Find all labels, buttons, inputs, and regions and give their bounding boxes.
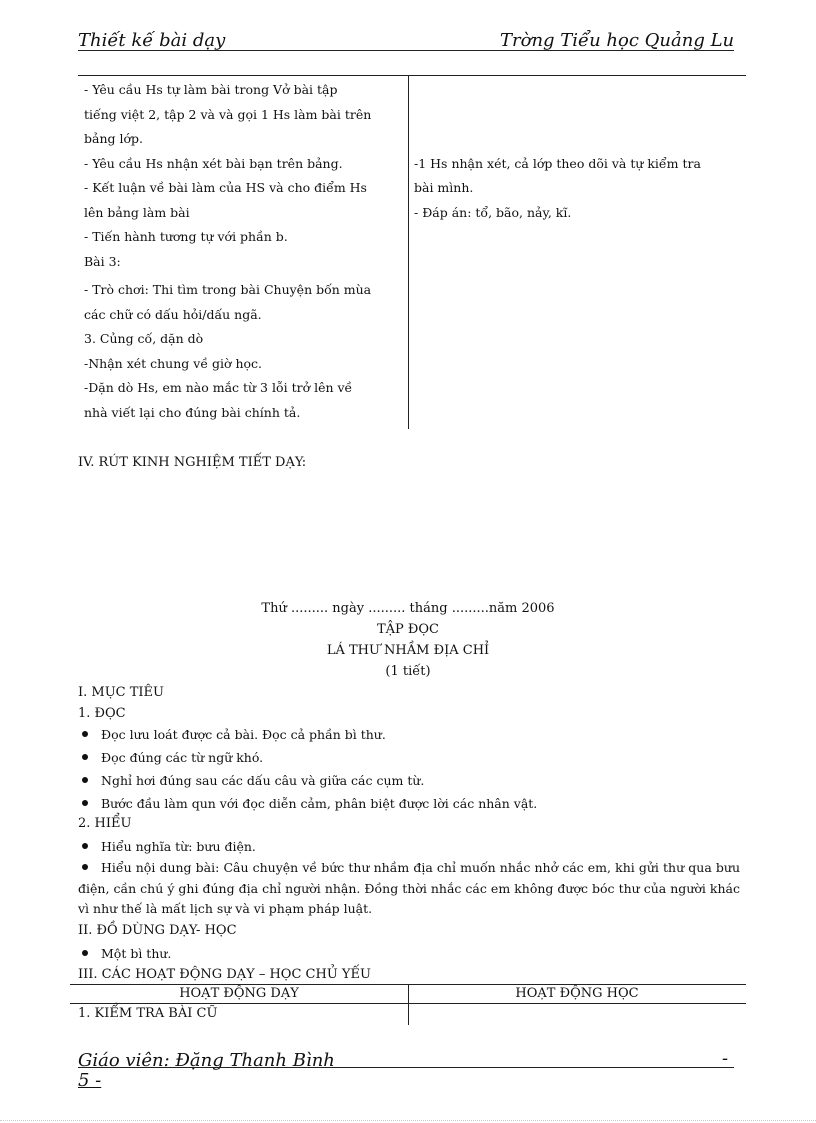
page-bottom-border xyxy=(0,1120,816,1121)
table-cell-line: - Đáp án: tổ, bão, nảy, kĩ. xyxy=(414,204,572,220)
bullet-icon xyxy=(82,754,88,760)
column-header-teaching: HOẠT ĐỘNG DẠY xyxy=(179,986,299,1001)
table-cell-line: -Dặn dò Hs, em nào mắc từ 3 lỗi trở lên về xyxy=(84,380,353,395)
lesson-subject: TẬP ĐỌC xyxy=(376,622,440,637)
understanding-heading: 2. HIỂU xyxy=(78,816,132,831)
section-experience-heading: IV. RÚT KINH NGHIỆM TIẾT DẠY: xyxy=(78,455,307,470)
bullet-icon xyxy=(82,950,88,956)
table-cell-line: Bài 3: xyxy=(84,253,121,269)
table-cell-line: - Kết luận về bài làm của HS và cho điểm Hs xyxy=(84,180,367,195)
footer-rule xyxy=(78,1067,734,1068)
activities-first-row: 1. KIỂM TRA BÀI CŨ xyxy=(78,1006,218,1021)
header-rule xyxy=(78,50,734,51)
materials-heading: II. ĐỒ DÙNG DẠY- HỌC xyxy=(78,923,237,938)
activities-heading: III. CÁC HOẠT ĐỘNG DẠY – HỌC CHỦ YẾU xyxy=(78,967,371,982)
column-header-learning: HOẠT ĐỘNG HỌC xyxy=(515,986,639,1001)
table-cell-line: tiếng việt 2, tập 2 và và gọi 1 Hs làm bài trên xyxy=(84,106,372,122)
table-column-divider xyxy=(408,75,409,429)
objectives-heading: I. MỤC TIÊU xyxy=(78,685,164,700)
bullet-icon xyxy=(82,731,88,737)
list-item: Một bì thư. xyxy=(82,942,171,965)
bullet-icon xyxy=(82,800,88,806)
table-cell-line: các chữ có dấu hỏi/dấu ngã. xyxy=(84,306,262,322)
bullet-icon xyxy=(82,777,88,783)
bullet-icon xyxy=(82,864,88,870)
table-cell-line: - Trò chơi: Thi tìm trong bài Chuyện bốn mùa xyxy=(84,282,372,297)
list-item: Bước đầu làm qun với đọc diễn cảm, phân biệt được lời các nhân vật. xyxy=(82,792,537,815)
table-cell-line: nhà viết lại cho đúng bài chính tả. xyxy=(84,404,301,420)
table-cell-line: - Yêu cầu Hs nhận xét bài bạn trên bảng. xyxy=(84,155,343,171)
list-item: Đọc đúng các từ ngữ khó. xyxy=(82,746,263,769)
table-cell-line: 3. Củng cố, dặn dò xyxy=(84,331,204,346)
lesson-title: LÁ THƯ NHẦM ĐỊA CHỈ xyxy=(326,643,490,658)
footer-page-number: 5 - xyxy=(78,1070,102,1091)
footer-teacher: Giáo viên: Đặng Thanh Bình xyxy=(78,1050,335,1071)
table-top-border xyxy=(78,75,746,76)
table-cell-line: -Nhận xét chung về giờ học. xyxy=(84,355,263,371)
header-right: Trờng Tiểu học Quảng Lu xyxy=(500,30,735,51)
table-cell-line: bài mình. xyxy=(414,180,474,195)
table-cell-line: - Yêu cầu Hs tự làm bài trong Vở bài tập xyxy=(84,82,338,97)
lesson-date-line: Thứ ......... ngày ......... tháng .........năm 2006 xyxy=(261,601,555,616)
table-cell-line: - Tiến hành tương tự với phần b. xyxy=(84,229,288,244)
list-item: Nghỉ hơi đúng sau các dấu câu và giữa các cụm từ. xyxy=(82,769,424,792)
table-cell-line: -1 Hs nhận xét, cả lớp theo dõi và tự kiểm tra xyxy=(414,155,701,171)
list-item-paragraph: Hiểu nội dung bài: Câu chuyện về bức thư nhầm địa chỉ muốn nhắc nhở các em, khi gửi thư qua bưu điện, cần chú ý ghi đúng địa chỉ người nhận. Đồng thời nhắc các em không được bóc thư của người khác vì như thế là mất lịch sự và vi phạm pháp luật. xyxy=(78,860,740,916)
bullet-icon xyxy=(82,843,88,849)
header-left: Thiết kế bài dạy xyxy=(78,30,226,51)
list-item: Hiểu nghĩa từ: bưu điện. xyxy=(82,835,256,858)
reading-heading: 1. ĐỌC xyxy=(78,706,126,721)
list-item: Đọc lưu loát được cả bài. Đọc cả phần bì thư. xyxy=(82,723,386,746)
table-cell-line: bảng lớp. xyxy=(84,131,143,146)
lesson-duration: (1 tiết) xyxy=(385,664,431,679)
footer-page-dash: - xyxy=(722,1048,729,1069)
table-cell-line: lên bảng làm bài xyxy=(84,204,190,220)
